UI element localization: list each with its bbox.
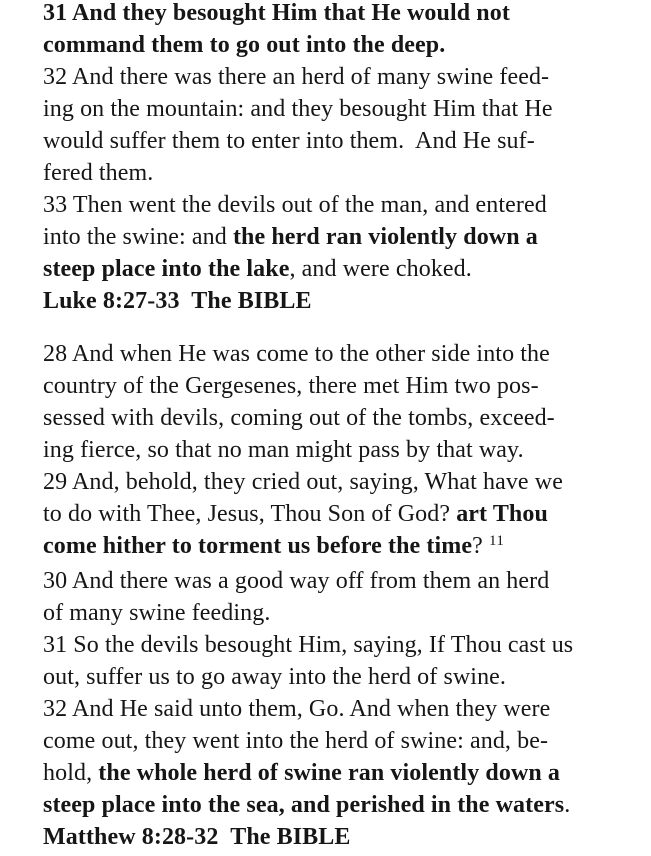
text-line <box>43 221 623 253</box>
text-line <box>43 725 623 757</box>
text-line <box>43 93 623 125</box>
emphasis-text: Matthew 8:28-32 The BIBLE <box>43 824 351 850</box>
luke-verse-32 <box>43 61 623 189</box>
footnote-marker: 11 <box>488 533 505 549</box>
scripture-text <box>43 0 623 853</box>
text-line <box>43 402 623 434</box>
text-line <box>43 789 623 821</box>
body-text: , and were choked. <box>289 256 472 282</box>
text-line <box>43 821 623 853</box>
matthew-verse-28 <box>43 338 623 466</box>
text-line <box>43 498 623 530</box>
text-line <box>43 29 623 61</box>
body-text: sessed with devils, coming out of the tombs, exceed- <box>43 405 555 431</box>
emphasis-text: come hither to torment us before the time <box>43 533 473 559</box>
body-text: country of the Gergesenes, there met Him two pos- <box>43 373 539 399</box>
text-line <box>43 338 623 370</box>
body-text: 30 And there was a good way off from them an herd <box>43 568 550 594</box>
text-line <box>43 530 623 565</box>
text-line <box>43 0 623 29</box>
body-text: of many swine feeding. <box>43 600 271 626</box>
emphasis-text: Luke 8:27-33 The BIBLE <box>43 288 312 314</box>
body-text: ing on the mountain: and they besought Him that He <box>43 96 553 122</box>
matthew-citation <box>43 821 623 853</box>
text-line <box>43 693 623 725</box>
text-line <box>43 466 623 498</box>
body-text: 32 And He said unto them, Go. And when they were <box>43 696 551 722</box>
body-text: 29 And, behold, they cried out, saying, What have we <box>43 469 563 495</box>
matthew-verse-29 <box>43 466 623 565</box>
text-line <box>43 565 623 597</box>
text-line <box>43 61 623 93</box>
text-line <box>43 285 623 317</box>
body-text: hold, <box>43 760 99 786</box>
luke-verse-33 <box>43 189 623 285</box>
body-text: would suffer them to enter into them. And He suf- <box>43 128 535 154</box>
body-text: 28 And when He was come to the other side into the <box>43 341 550 367</box>
emphasis-text: steep place into the sea, and perished in the waters <box>43 792 565 818</box>
matthew-verse-32 <box>43 693 623 821</box>
body-text: . <box>564 792 571 818</box>
emphasis-text: command them to go out into the deep. <box>43 32 446 58</box>
body-text: ? <box>472 533 489 559</box>
body-text: to do with Thee, Jesus, Thou Son of God? <box>43 501 457 527</box>
body-text: come out, they went into the herd of swine: and, be- <box>43 728 549 754</box>
body-text: 31 So the devils besought Him, saying, If Thou cast us <box>43 632 574 658</box>
text-line <box>43 189 623 221</box>
emphasis-text: 31 And they besought Him that He would not <box>43 0 510 26</box>
text-line <box>43 434 623 466</box>
text-line <box>43 661 623 693</box>
text-line <box>43 253 623 285</box>
text-line <box>43 370 623 402</box>
matthew-verse-30 <box>43 565 623 629</box>
text-line <box>43 125 623 157</box>
body-text: into the swine: and <box>43 224 233 250</box>
luke-verse-31 <box>43 0 623 61</box>
body-text: ing fierce, so that no man might pass by that way. <box>43 437 524 463</box>
matthew-verse-31 <box>43 629 623 693</box>
text-line <box>43 757 623 789</box>
text-line <box>43 629 623 661</box>
text-line <box>43 597 623 629</box>
body-text: 33 Then went the devils out of the man, and entered <box>43 192 547 218</box>
body-text: fered them. <box>43 160 154 186</box>
emphasis-text: steep place into the lake <box>43 256 290 282</box>
body-text: 32 And there was there an herd of many swine feed- <box>43 64 550 90</box>
body-text: out, suffer us to go away into the herd of swine. <box>43 664 507 690</box>
text-line <box>43 157 623 189</box>
emphasis-text: the whole herd of swine ran violently down a <box>98 760 561 786</box>
luke-citation <box>43 285 623 317</box>
emphasis-text: art Thou <box>456 501 548 527</box>
emphasis-text: the herd ran violently down a <box>232 224 538 250</box>
